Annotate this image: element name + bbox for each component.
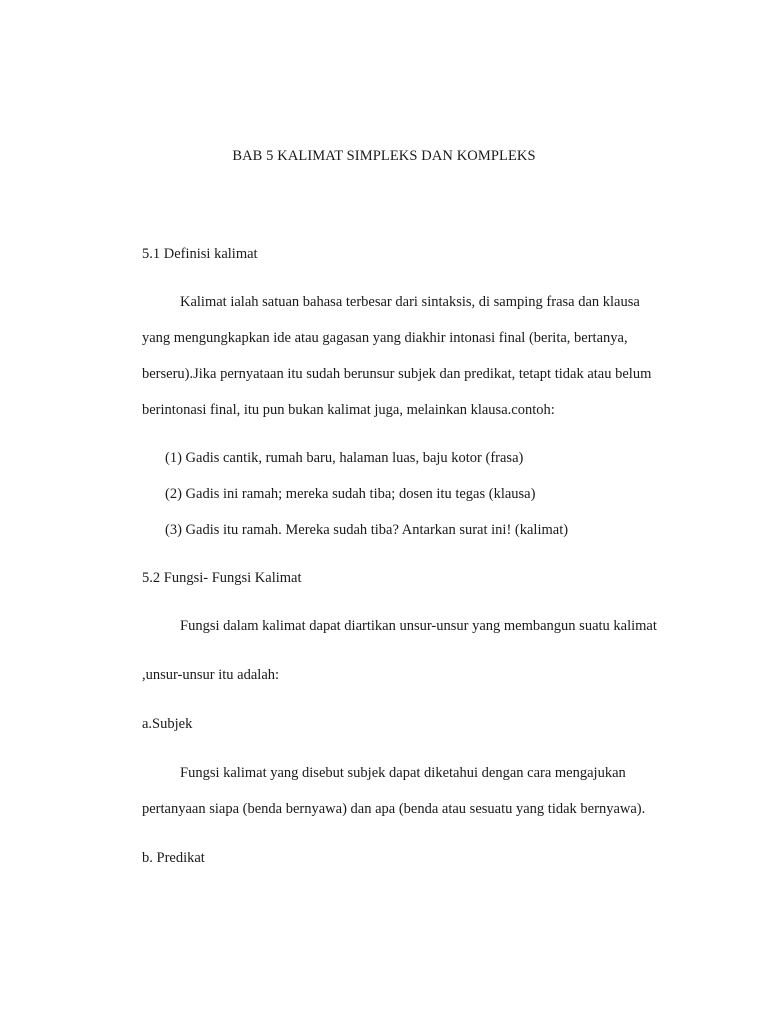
paragraph-line: Kalimat ialah satuan bahasa terbesar dari sintaksis, di samping frasa dan klausa xyxy=(180,294,640,310)
section-heading-fungsi: 5.2 Fungsi- Fungsi Kalimat xyxy=(142,570,302,586)
paragraph-line: ,unsur-unsur itu adalah: xyxy=(142,667,280,683)
subsection-heading-subjek: a.Subjek xyxy=(142,716,193,732)
subsection-heading-predikat: b. Predikat xyxy=(142,850,205,866)
paragraph-line: yang mengungkapkan ide atau gagasan yang diakhir intonasi final (berita, bertanya, xyxy=(142,330,628,346)
example-item: (2) Gadis ini ramah; mereka sudah tiba; dosen itu tegas (klausa) xyxy=(165,486,536,502)
section-heading-definisi: 5.1 Definisi kalimat xyxy=(142,246,258,262)
page-title: BAB 5 KALIMAT SIMPLEKS DAN KOMPLEKS xyxy=(232,148,536,164)
example-item: (1) Gadis cantik, rumah baru, halaman luas, baju kotor (frasa) xyxy=(165,450,524,466)
paragraph-line: pertanyaan siapa (benda bernyawa) dan apa (benda atau sesuatu yang tidak bernyawa). xyxy=(142,801,646,817)
paragraph-line: Fungsi dalam kalimat dapat diartikan unsur-unsur yang membangun suatu kalimat xyxy=(180,618,657,634)
example-item: (3) Gadis itu ramah. Mereka sudah tiba? Antarkan surat ini! (kalimat) xyxy=(165,522,569,538)
paragraph-line: berseru).Jika pernyataan itu sudah berunsur subjek dan predikat, tetapt tidak atau belum xyxy=(142,366,652,382)
paragraph-line: berintonasi final, itu pun bukan kalimat juga, melainkan klausa.contoh: xyxy=(142,402,555,418)
paragraph-line: Fungsi kalimat yang disebut subjek dapat diketahui dengan cara mengajukan xyxy=(180,765,626,781)
